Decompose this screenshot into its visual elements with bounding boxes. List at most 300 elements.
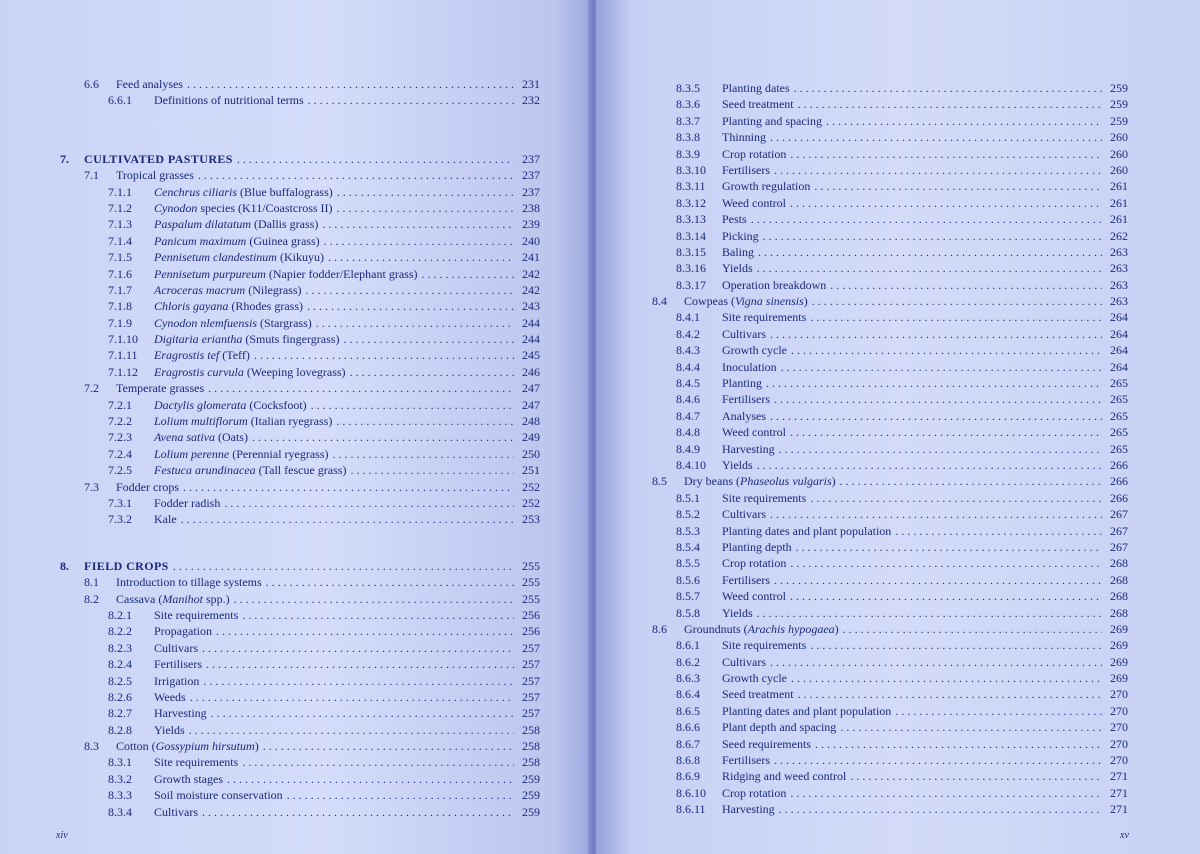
toc-leader-dots [766, 375, 1102, 391]
toc-page-number: 270 [1110, 687, 1128, 702]
toc-entry-number: 8.2.2 [108, 624, 132, 639]
toc-entry-title [722, 326, 766, 342]
toc-leader-dots [202, 804, 514, 820]
toc-page-number: 261 [1110, 195, 1128, 210]
toc-section [628, 293, 1128, 309]
toc-entry-title-text: Plant depth and spacing [722, 720, 837, 735]
toc-subsection [60, 282, 540, 298]
toc-leader-dots [211, 705, 514, 721]
toc-page-number: 270 [1110, 736, 1128, 751]
toc-entry-number: 8.3.3 [108, 788, 132, 803]
toc-page-number: 242 [522, 266, 540, 281]
toc-entry-title [722, 146, 786, 162]
toc-entry-title-italic: Manihot [162, 591, 203, 606]
toc-entry-number: 7.1.1 [108, 184, 132, 199]
toc-entry-title-italic: Eragrostis curvula [154, 364, 244, 379]
toc-entry-title-italic: Avena sativa [154, 430, 215, 445]
toc-entry-number: 8.5.5 [676, 556, 700, 571]
toc-leader-dots [850, 768, 1102, 784]
toc-entry-title-text: Crop rotation [722, 556, 787, 571]
toc-leader-dots [812, 293, 1102, 309]
toc-leader-dots [216, 623, 514, 639]
toc-entry-title [154, 413, 332, 429]
toc-entry-title-text: Planting dates [722, 81, 790, 95]
toc-entry-title-text: Site requirements [722, 490, 807, 505]
toc-entry-number: 8.3.15 [676, 244, 706, 259]
toc-entry-title-text: Propagation [154, 624, 212, 639]
toc-subsection [60, 233, 540, 249]
toc-entry-title-italic: Arachis hypogaea [747, 621, 835, 636]
toc-entry-title [154, 200, 333, 216]
toc-page-number: 266 [1110, 490, 1128, 505]
toc-entry-number: 8.4.7 [676, 408, 700, 423]
toc-entry-title-text: CULTIVATED PASTURES [84, 151, 233, 166]
toc-leader-dots [311, 397, 514, 413]
left-page [0, 0, 592, 854]
toc-entry-title [722, 523, 891, 539]
toc-entry-title [722, 686, 794, 702]
toc-entry-title [154, 397, 307, 413]
toc-entry-number: 8.2.8 [108, 722, 132, 737]
toc-entry-number: 8.6.9 [676, 769, 700, 784]
toc-entry-number: 7.3.1 [108, 495, 132, 510]
toc-entry-title-text: (Guinea grass) [246, 233, 320, 248]
toc-page-number: 232 [522, 93, 540, 108]
toc-leader-dots [328, 249, 514, 265]
toc-entry-title-text: Inoculation [722, 359, 777, 374]
toc-leader-dots [757, 605, 1102, 621]
toc-subsection [628, 752, 1128, 768]
toc-entry-title-text: Planting dates and plant population [722, 703, 892, 718]
toc-entry-title [154, 446, 329, 462]
toc-entry-title [154, 331, 339, 347]
toc-page-number: 269 [1110, 671, 1128, 686]
toc-leader-dots [770, 129, 1102, 145]
toc-subsection [60, 347, 540, 363]
toc-entry-title-text: Ridging and weed control [722, 769, 847, 784]
toc-list-left [60, 76, 540, 820]
toc-entry-title-text: Cotton ( [116, 739, 156, 754]
toc-entry-title-italic: Lolium multiflorum [154, 414, 248, 429]
toc-entry-title [722, 670, 787, 686]
toc-subsection [628, 768, 1128, 784]
toc-entry-title [722, 342, 787, 358]
toc-page-number: 265 [1110, 425, 1128, 440]
toc-entry-title-text: Kale [154, 512, 177, 527]
toc-subsection [628, 424, 1128, 440]
toc-entry-title-text: (Rhodes grass) [228, 299, 303, 314]
toc-subsection [60, 623, 540, 639]
toc-entry-title [722, 555, 786, 571]
toc-page-number: 253 [522, 512, 540, 527]
toc-page-number: 261 [1110, 179, 1128, 194]
toc-leader-dots [779, 801, 1102, 817]
toc-entry-number: 7.3 [84, 479, 99, 494]
page-folio-right: xv [1120, 830, 1129, 841]
toc-entry-number: 7.1.9 [108, 315, 132, 330]
toc-entry-title [722, 752, 770, 768]
toc-page-number: 265 [1110, 376, 1128, 391]
toc-leader-dots [791, 670, 1102, 686]
toc-subsection [60, 364, 540, 380]
toc-entry-title-text: (Perennial ryegrass) [229, 446, 329, 461]
toc-entry-title-italic: Cynodon [154, 200, 198, 215]
toc-page-number: 263 [1110, 244, 1128, 259]
toc-entry-title-text: Fertilisers [722, 162, 770, 177]
toc-subsection [628, 162, 1128, 178]
toc-section [60, 738, 540, 754]
toc-subsection [628, 490, 1128, 506]
toc-entry-title-text: Fertilisers [722, 392, 770, 407]
toc-subsection [628, 686, 1128, 702]
toc-leader-dots [227, 771, 514, 787]
toc-entry-title-text: Weed control [722, 589, 787, 604]
toc-leader-dots [840, 719, 1102, 735]
toc-entry-number: 7.2.3 [108, 430, 132, 445]
toc-entry-title [154, 511, 177, 527]
toc-entry-number: 8.6.10 [676, 785, 706, 800]
toc-page-number: 260 [1110, 162, 1128, 177]
toc-entry-number: 8.4.8 [676, 425, 700, 440]
toc-entry-number: 8.4 [652, 294, 667, 309]
toc-page-number: 266 [1110, 474, 1128, 489]
toc-subsection [60, 200, 540, 216]
toc-leader-dots [206, 656, 514, 672]
toc-page-number: 271 [1110, 769, 1128, 784]
toc-entry-number: 8.3.8 [676, 130, 700, 145]
toc-subsection [60, 413, 540, 429]
toc-entry-title-text: Thinning [722, 130, 766, 145]
toc-entry-title [154, 282, 302, 298]
toc-page-number: 270 [1110, 703, 1128, 718]
toc-subsection [628, 211, 1128, 227]
toc-page-number: 266 [1110, 457, 1128, 472]
toc-subsection [60, 298, 540, 314]
toc-entry-number: 8.2 [84, 591, 99, 606]
toc-entry-number: 8.5.1 [676, 490, 700, 505]
toc-subsection [628, 572, 1128, 588]
toc-entry-number: 7.1.4 [108, 233, 132, 248]
toc-entry-title-italic: Vigna sinensis [735, 294, 804, 309]
toc-entry-number: 8.6.3 [676, 671, 700, 686]
toc-entry-title [722, 785, 786, 801]
toc-section [60, 167, 540, 183]
toc-entry-title-text: Fertilisers [722, 572, 770, 587]
toc-entry-title-text: Dry beans ( [684, 474, 740, 489]
toc-entry-title-italic: Cenchrus ciliaris [154, 184, 237, 199]
toc-entry-title-text: Harvesting [722, 802, 775, 817]
toc-entry-title [722, 572, 770, 588]
toc-entry-title [116, 167, 194, 183]
toc-entry-number: 7.1.3 [108, 217, 132, 232]
toc-subsection [60, 249, 540, 265]
toc-entry-title-text: Seed treatment [722, 687, 794, 702]
toc-entry-title-text: Soil moisture conservation [154, 788, 283, 803]
toc-leader-dots [810, 490, 1102, 506]
toc-entry-title [154, 495, 220, 511]
toc-entry-title [154, 315, 312, 331]
toc-entry-title-italic: Paspalum dilatatum [154, 217, 252, 232]
toc-entry-title [722, 506, 766, 522]
toc-entry-title [116, 380, 204, 396]
toc-entry-title-italic: Dactylis glomerata [154, 397, 247, 412]
toc-leader-dots [350, 364, 514, 380]
toc-page-number: 240 [522, 233, 540, 248]
toc-entry-title [722, 703, 891, 719]
toc-entry-title-text: Fodder radish [154, 495, 221, 510]
toc-entry-title-italic: Festuca arundinacea [154, 463, 256, 478]
toc-leader-dots [757, 457, 1102, 473]
toc-leader-dots [763, 228, 1102, 244]
toc-leader-dots [790, 195, 1102, 211]
toc-entry-title [722, 588, 786, 604]
toc-subsection [628, 228, 1128, 244]
toc-entry-title-text: Weed control [722, 425, 787, 440]
toc-entry-number: 8.2.7 [108, 706, 132, 721]
toc-entry-title-italic: Acroceras macrum [154, 282, 246, 297]
toc-entry-title-text: Groundnuts ( [684, 621, 748, 636]
toc-entry-title-text: ) [834, 621, 839, 636]
toc-entry-number: 7.2 [84, 381, 99, 396]
toc-section [60, 380, 540, 396]
toc-entry-title-text: Weed control [722, 195, 787, 210]
toc-entry-title [116, 574, 262, 590]
toc-page-number: 267 [1110, 539, 1128, 554]
toc-page-number: 265 [1110, 441, 1128, 456]
toc-subsection [628, 195, 1128, 211]
toc-entry-title [722, 457, 753, 473]
toc-entry-title [722, 96, 794, 112]
toc-entry-title [722, 424, 786, 440]
toc-entry-title [722, 391, 770, 407]
toc-entry-number: 8.4.1 [676, 310, 700, 325]
toc-entry-title [116, 479, 179, 495]
toc-subsection [60, 315, 540, 331]
toc-entry-number: 8.6 [652, 621, 667, 636]
toc-page-number: 248 [522, 414, 540, 429]
toc-page-number: 239 [522, 217, 540, 232]
toc-entry-title [722, 605, 753, 621]
toc-subsection [60, 495, 540, 511]
toc-entry-number: 7.1.12 [108, 364, 138, 379]
toc-entry-title [154, 640, 198, 656]
toc-leader-dots [350, 462, 514, 478]
toc-entry-title-text: Yields [722, 605, 753, 620]
toc-entry-title [722, 244, 754, 260]
toc-entry-number: 8.2.4 [108, 657, 132, 672]
toc-entry-title-text: Cowpeas ( [684, 294, 735, 309]
toc-entry-title-text: spp.) [203, 591, 230, 606]
toc-entry-title [722, 260, 753, 276]
toc-entry-title [154, 705, 207, 721]
toc-page-number: 269 [1110, 638, 1128, 653]
toc-subsection [628, 80, 1128, 96]
toc-entry-number: 8.6.6 [676, 720, 700, 735]
toc-page-number: 243 [522, 299, 540, 314]
toc-entry-number: 8.6.11 [676, 802, 706, 817]
toc-page-number: 259 [1110, 113, 1128, 128]
toc-entry-title-text: Cultivars [154, 640, 198, 655]
toc-entry-number: 8.5.6 [676, 572, 700, 587]
toc-page-number: 271 [1110, 802, 1128, 817]
toc-leader-dots [337, 184, 514, 200]
toc-entry-number: 7.2.4 [108, 446, 132, 461]
toc-leader-dots [324, 233, 514, 249]
toc-subsection [60, 804, 540, 820]
toc-entry-number: 8.6.7 [676, 736, 700, 751]
toc-entry-number: 8.3.14 [676, 228, 706, 243]
toc-entry-title-text: (Stargrass) [257, 315, 312, 330]
toc-entry-title [722, 359, 777, 375]
toc-entry-title-text: Crop rotation [722, 146, 787, 161]
toc-leader-dots [774, 752, 1102, 768]
toc-subsection [628, 523, 1128, 539]
toc-entry-title [154, 249, 324, 265]
toc-entry-number: 8.4.2 [676, 326, 700, 341]
toc-entry-number: 7.1.7 [108, 282, 132, 297]
toc-entry-title-text: Growth stages [154, 771, 223, 786]
toc-entry-title-text: Definitions of nutritional terms [154, 93, 304, 108]
toc-subsection [628, 670, 1128, 686]
toc-leader-dots [181, 511, 514, 527]
toc-subsection [60, 429, 540, 445]
toc-entry-number: 8.3.7 [676, 113, 700, 128]
toc-leader-dots [770, 654, 1102, 670]
toc-subsection [60, 216, 540, 232]
toc-entry-title-text: ) [803, 294, 808, 309]
toc-entry-number: 8.4.9 [676, 441, 700, 456]
toc-subsection [60, 754, 540, 770]
toc-entry-title-text: (Italian ryegrass) [247, 414, 333, 429]
toc-entry-title-text: Irrigation [154, 673, 200, 688]
toc-entry-title [154, 689, 186, 705]
toc-entry-title [722, 162, 770, 178]
toc-subsection [60, 397, 540, 413]
toc-entry-title [684, 293, 808, 309]
toc-page-number: 259 [522, 771, 540, 786]
toc-entry-title-text: Weeds [154, 689, 186, 704]
toc-entry-title [722, 113, 822, 129]
toc-entry-title-text: Cultivars [154, 804, 198, 819]
toc-entry-title-text: (Cocksfoot) [246, 397, 307, 412]
toc-entry-title-text: Planting [722, 376, 763, 391]
toc-entry-title-text: Cultivars [722, 654, 766, 669]
toc-entry-number: 8.2.6 [108, 689, 132, 704]
toc-leader-dots [751, 211, 1102, 227]
toc-entry-number: 8.6.4 [676, 687, 700, 702]
toc-subsection [60, 673, 540, 689]
toc-entry-title [154, 804, 198, 820]
toc-subsection [60, 462, 540, 478]
toc-leader-dots [190, 689, 514, 705]
toc-leader-dots [781, 359, 1102, 375]
toc-page-number: 268 [1110, 589, 1128, 604]
toc-entry-title [154, 754, 238, 770]
toc-entry-number: 8.5.3 [676, 523, 700, 538]
toc-subsection [628, 588, 1128, 604]
toc-entry-title-text: (Kikuyu) [276, 250, 324, 265]
toc-entry-number: 8.3.5 [676, 81, 700, 95]
toc-entry-title-italic: Cynodon nlemfuensis [154, 315, 257, 330]
toc-chapter [60, 151, 540, 167]
toc-entry-title-text: Temperate grasses [116, 381, 205, 396]
toc-entry-title [154, 266, 417, 282]
toc-entry-title [722, 441, 775, 457]
toc-subsection [60, 266, 540, 282]
toc-subsection [60, 184, 540, 200]
toc-entry-title-italic: Digitaria eriantha [154, 332, 243, 347]
toc-entry-number: 8.4.10 [676, 457, 706, 472]
toc-entry-title [684, 473, 836, 489]
toc-entry-number: 8.5 [652, 474, 667, 489]
toc-entry-number: 8.3.12 [676, 195, 706, 210]
toc-entry-title [154, 722, 185, 738]
toc-entry-number: 7.1.11 [108, 348, 138, 363]
toc-leader-dots [203, 673, 514, 689]
toc-entry-number: 7. [60, 151, 69, 166]
toc-leader-dots [798, 686, 1102, 702]
toc-entry-title [722, 228, 759, 244]
toc-entry-title [154, 656, 202, 672]
toc-entry-title-text: Yields [154, 722, 185, 737]
toc-leader-dots [843, 621, 1102, 637]
toc-entry-number: 7.1.8 [108, 299, 132, 314]
toc-entry-title-text: Harvesting [154, 706, 207, 721]
toc-entry-number: 8.6.8 [676, 753, 700, 768]
toc-entry-title-text: Yields [722, 261, 753, 276]
toc-subsection [628, 113, 1128, 129]
toc-entry-title-text: Pests [722, 212, 747, 227]
toc-leader-dots [758, 244, 1102, 260]
toc-subsection [628, 736, 1128, 752]
toc-entry-title [84, 558, 169, 574]
toc-page-number: 259 [522, 788, 540, 803]
toc-entry-number: 8.4.6 [676, 392, 700, 407]
toc-entry-number: 8.3.17 [676, 277, 706, 292]
toc-entry-number: 8.3 [84, 739, 99, 754]
toc-entry-number: 8.2.5 [108, 673, 132, 688]
toc-page-number: 264 [1110, 310, 1128, 325]
toc-page-number: 268 [1110, 556, 1128, 571]
toc-entry-title-text: Yields [722, 457, 753, 472]
toc-leader-dots [316, 315, 514, 331]
toc-subsection [60, 607, 540, 623]
toc-subsection [628, 342, 1128, 358]
toc-page-number: 252 [522, 495, 540, 510]
toc-page-number: 259 [1110, 97, 1128, 112]
toc-entry-title-text: (Nilegrass) [245, 282, 302, 297]
toc-entry-title-text: species (K11/Coastcross II) [197, 200, 333, 215]
toc-leader-dots [287, 787, 514, 803]
toc-entry-title [154, 462, 346, 478]
toc-leader-dots [790, 785, 1102, 801]
toc-entry-title [154, 233, 320, 249]
toc-entry-title-italic: Eragrostis tef [154, 348, 220, 363]
toc-entry-title [722, 178, 810, 194]
toc-page-number: 238 [522, 200, 540, 215]
toc-entry-title [116, 76, 183, 92]
toc-entry-number: 8.3.10 [676, 162, 706, 177]
toc-page-number: 264 [1110, 326, 1128, 341]
toc-entry-title-italic: Pennisetum purpureum [154, 266, 266, 281]
toc-page-number: 246 [522, 364, 540, 379]
toc-page-number: 252 [522, 479, 540, 494]
toc-leader-dots [794, 80, 1102, 96]
toc-entry-title [154, 623, 212, 639]
toc-entry-number: 8.3.16 [676, 261, 706, 276]
toc-entry-number: 8.5.4 [676, 539, 700, 554]
toc-entry-title-italic: Panicum maximum [154, 233, 247, 248]
